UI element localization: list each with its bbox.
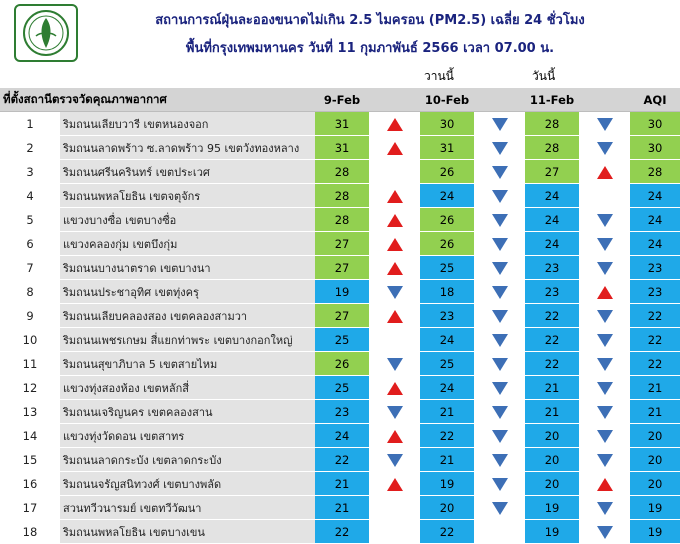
trend-arrow-day2 <box>474 136 525 160</box>
trend-arrow-day2 <box>474 328 525 352</box>
station-number: 15 <box>0 448 60 472</box>
report-header <box>0 0 680 88</box>
arrow-down-icon <box>492 478 508 491</box>
value-day1: 25 <box>315 328 369 352</box>
value-day1: 27 <box>315 256 369 280</box>
trend-arrow-day3 <box>579 496 630 520</box>
value-day3: 20 <box>525 424 579 448</box>
table-row <box>0 280 680 304</box>
value-day2: 24 <box>420 376 474 400</box>
trend-arrow-day1 <box>369 208 420 232</box>
value-day2: 24 <box>420 184 474 208</box>
arrow-down-icon <box>597 262 613 275</box>
station-number: 14 <box>0 424 60 448</box>
arrow-up-icon <box>387 238 403 251</box>
table-row <box>0 400 680 424</box>
table-row <box>0 328 680 352</box>
trend-arrow-day2 <box>474 232 525 256</box>
trend-arrow-day3 <box>579 328 630 352</box>
station-location: แขวงบางซื่อ เขตบางซื่อ <box>60 208 315 232</box>
arrow-down-icon <box>492 454 508 467</box>
value-day2: 25 <box>420 352 474 376</box>
trend-arrow-day2 <box>474 184 525 208</box>
trend-arrow-day1 <box>369 496 420 520</box>
value-day3: 24 <box>525 208 579 232</box>
table-row <box>0 496 680 520</box>
table-row <box>0 472 680 496</box>
trend-arrow-day3 <box>579 160 630 184</box>
station-number: 16 <box>0 472 60 496</box>
arrow-up-icon <box>387 430 403 443</box>
station-location: ริมถนนลาดพร้าว ซ.ลาดพร้าว 95 เขตวังทองหลาง <box>60 136 315 160</box>
value-day1: 28 <box>315 208 369 232</box>
station-number: 9 <box>0 304 60 328</box>
station-location: ริมถนนจรัญสนิทวงศ์ เขตบางพลัด <box>60 472 315 496</box>
table-row <box>0 424 680 448</box>
value-day3: 22 <box>525 304 579 328</box>
trend-arrow-day2 <box>474 280 525 304</box>
arrow-down-icon <box>387 454 403 467</box>
arrow-down-icon <box>597 526 613 539</box>
report-title: สถานการณ์ฝุ่นละอองขนาดไม่เกิน 2.5 ไมครอน (PM2.5) เฉลี่ย 24 ชั่วโมง <box>155 13 585 28</box>
trend-arrow-day2 <box>474 376 525 400</box>
station-location: ริมถนนเลียบวารี เขตหนองจอก <box>60 112 315 136</box>
value-day2: 23 <box>420 304 474 328</box>
value-day2: 26 <box>420 160 474 184</box>
station-number: 17 <box>0 496 60 520</box>
trend-arrow-day3 <box>579 256 630 280</box>
value-day2: 22 <box>420 424 474 448</box>
station-number: 6 <box>0 232 60 256</box>
report-subtitle: พื้นที่กรุงเทพมหานคร วันที่ 11 กุมภาพันธ์ 2566 เวลา 07.00 น. <box>185 41 555 56</box>
arrow-down-icon <box>492 502 508 515</box>
trend-arrow-day1 <box>369 376 420 400</box>
value-day3: 28 <box>525 136 579 160</box>
value-day2: 26 <box>420 208 474 232</box>
trend-arrow-day3 <box>579 304 630 328</box>
value-day2: 21 <box>420 400 474 424</box>
header-day1: 9-Feb <box>315 88 369 112</box>
value-day1: 31 <box>315 136 369 160</box>
value-aqi: 30 <box>630 112 680 136</box>
arrow-down-icon <box>597 502 613 515</box>
value-day3: 19 <box>525 520 579 544</box>
value-day2: 30 <box>420 112 474 136</box>
station-number: 10 <box>0 328 60 352</box>
arrow-up-icon <box>597 478 613 491</box>
arrow-down-icon <box>597 118 613 131</box>
trend-arrow-day1 <box>369 280 420 304</box>
value-day2: 25 <box>420 256 474 280</box>
arrow-down-icon <box>597 406 613 419</box>
value-day2: 22 <box>420 520 474 544</box>
trend-arrow-day2 <box>474 472 525 496</box>
header-aqi: AQI <box>630 88 680 112</box>
table-header-row <box>0 88 680 112</box>
table-row <box>0 256 680 280</box>
arrow-down-icon <box>492 166 508 179</box>
value-aqi: 19 <box>630 520 680 544</box>
value-day3: 24 <box>525 232 579 256</box>
trend-arrow-day3 <box>579 136 630 160</box>
arrow-down-icon <box>492 406 508 419</box>
value-aqi: 22 <box>630 304 680 328</box>
header-day2: 10-Feb <box>420 88 474 112</box>
arrow-up-icon <box>597 166 613 179</box>
arrow-down-icon <box>492 358 508 371</box>
value-day1: 23 <box>315 400 369 424</box>
value-day2: 21 <box>420 448 474 472</box>
table-row <box>0 352 680 376</box>
value-day1: 27 <box>315 304 369 328</box>
arrow-down-icon <box>492 262 508 275</box>
trend-arrow-day3 <box>579 520 630 544</box>
value-aqi: 23 <box>630 280 680 304</box>
value-aqi: 20 <box>630 472 680 496</box>
arrow-down-icon <box>597 142 613 155</box>
arrow-down-icon <box>492 310 508 323</box>
trend-arrow-day3 <box>579 352 630 376</box>
trend-arrow-day2 <box>474 160 525 184</box>
trend-arrow-day2 <box>474 304 525 328</box>
arrow-down-icon <box>492 430 508 443</box>
arrow-up-icon <box>387 214 403 227</box>
value-aqi: 20 <box>630 448 680 472</box>
trend-arrow-day2 <box>474 400 525 424</box>
value-day3: 28 <box>525 112 579 136</box>
station-number: 1 <box>0 112 60 136</box>
station-number: 11 <box>0 352 60 376</box>
trend-arrow-day3 <box>579 280 630 304</box>
trend-arrow-day1 <box>369 448 420 472</box>
trend-arrow-day1 <box>369 424 420 448</box>
value-aqi: 24 <box>630 208 680 232</box>
station-location: ริมถนนเจริญนคร เขตคลองสาน <box>60 400 315 424</box>
value-day3: 22 <box>525 352 579 376</box>
trend-arrow-day1 <box>369 328 420 352</box>
arrow-down-icon <box>597 238 613 251</box>
arrow-down-icon <box>387 358 403 371</box>
arrow-down-icon <box>597 310 613 323</box>
table-row <box>0 232 680 256</box>
station-location: ริมถนนประชาอุทิศ เขตทุ่งครุ <box>60 280 315 304</box>
trend-arrow-day2 <box>474 520 525 544</box>
trend-arrow-day3 <box>579 208 630 232</box>
value-aqi: 22 <box>630 328 680 352</box>
arrow-down-icon <box>492 142 508 155</box>
trend-arrow-day1 <box>369 352 420 376</box>
table-row <box>0 448 680 472</box>
value-aqi: 19 <box>630 496 680 520</box>
value-day1: 26 <box>315 352 369 376</box>
station-number: 4 <box>0 184 60 208</box>
value-day1: 28 <box>315 184 369 208</box>
trend-arrow-day3 <box>579 400 630 424</box>
table-row <box>0 160 680 184</box>
trend-arrow-day2 <box>474 208 525 232</box>
value-day3: 21 <box>525 400 579 424</box>
value-day3: 22 <box>525 328 579 352</box>
value-day1: 21 <box>315 472 369 496</box>
trend-arrow-day1 <box>369 520 420 544</box>
arrow-up-icon <box>387 118 403 131</box>
station-location: แขวงทุ่งสองห้อง เขตหลักสี่ <box>60 376 315 400</box>
trend-arrow-day1 <box>369 400 420 424</box>
value-day2: 19 <box>420 472 474 496</box>
arrow-up-icon <box>387 190 403 203</box>
value-day3: 20 <box>525 448 579 472</box>
value-day2: 20 <box>420 496 474 520</box>
today-label: วันนี้ <box>532 69 556 83</box>
yesterday-label: วานนี้ <box>424 69 454 83</box>
trend-arrow-day3 <box>579 448 630 472</box>
trend-arrow-day1 <box>369 472 420 496</box>
value-aqi: 21 <box>630 400 680 424</box>
trend-arrow-day3 <box>579 232 630 256</box>
trend-arrow-day2 <box>474 352 525 376</box>
value-day3: 27 <box>525 160 579 184</box>
value-day1: 22 <box>315 448 369 472</box>
value-day1: 31 <box>315 112 369 136</box>
arrow-down-icon <box>492 118 508 131</box>
pm25-table <box>0 88 680 544</box>
table-row <box>0 304 680 328</box>
arrow-up-icon <box>387 142 403 155</box>
value-day2: 31 <box>420 136 474 160</box>
value-aqi: 23 <box>630 256 680 280</box>
value-aqi: 20 <box>630 424 680 448</box>
arrow-down-icon <box>597 334 613 347</box>
trend-arrow-day1 <box>369 256 420 280</box>
table-row <box>0 136 680 160</box>
station-number: 5 <box>0 208 60 232</box>
station-location: ริมถนนพหลโยธิน เขตบางเขน <box>60 520 315 544</box>
value-aqi: 21 <box>630 376 680 400</box>
station-location: ริมถนนลาดกระบัง เขตลาดกระบัง <box>60 448 315 472</box>
trend-arrow-day1 <box>369 112 420 136</box>
table-row <box>0 520 680 544</box>
trend-arrow-day1 <box>369 136 420 160</box>
arrow-down-icon <box>597 358 613 371</box>
value-day1: 28 <box>315 160 369 184</box>
arrow-down-icon <box>492 286 508 299</box>
trend-arrow-day3 <box>579 112 630 136</box>
value-day2: 26 <box>420 232 474 256</box>
arrow-down-icon <box>597 430 613 443</box>
arrow-down-icon <box>492 334 508 347</box>
station-location: ริมถนนพหลโยธิน เขตจตุจักร <box>60 184 315 208</box>
trend-arrow-day1 <box>369 184 420 208</box>
value-day3: 20 <box>525 472 579 496</box>
table-row <box>0 208 680 232</box>
station-location: ริมถนนเลียบคลองสอง เขตคลองสามวา <box>60 304 315 328</box>
table-row <box>0 184 680 208</box>
station-number: 7 <box>0 256 60 280</box>
value-day1: 21 <box>315 496 369 520</box>
value-day3: 24 <box>525 184 579 208</box>
table-body <box>0 112 680 544</box>
value-aqi: 28 <box>630 160 680 184</box>
arrow-down-icon <box>492 238 508 251</box>
station-number: 13 <box>0 400 60 424</box>
value-day1: 24 <box>315 424 369 448</box>
arrow-down-icon <box>492 214 508 227</box>
arrow-up-icon <box>387 262 403 275</box>
value-aqi: 24 <box>630 184 680 208</box>
station-location: ริมถนนสุขาภิบาล 5 เขตสายไหม <box>60 352 315 376</box>
arrow-down-icon <box>387 286 403 299</box>
value-day3: 23 <box>525 280 579 304</box>
bangkok-seal-icon <box>14 4 78 62</box>
trend-arrow-day2 <box>474 256 525 280</box>
arrow-down-icon <box>492 190 508 203</box>
station-location: ริมถนนบางนาตราด เขตบางนา <box>60 256 315 280</box>
trend-arrow-day2 <box>474 112 525 136</box>
trend-arrow-day1 <box>369 160 420 184</box>
value-day3: 19 <box>525 496 579 520</box>
arrow-down-icon <box>597 382 613 395</box>
arrow-down-icon <box>387 406 403 419</box>
value-day2: 18 <box>420 280 474 304</box>
arrow-down-icon <box>492 382 508 395</box>
trend-arrow-day3 <box>579 472 630 496</box>
trend-arrow-day2 <box>474 496 525 520</box>
value-aqi: 24 <box>630 232 680 256</box>
arrow-down-icon <box>597 454 613 467</box>
header-day3: 11-Feb <box>525 88 579 112</box>
value-day2: 24 <box>420 328 474 352</box>
station-location: แขวงคลองกุ่ม เขตบึงกุ่ม <box>60 232 315 256</box>
arrow-up-icon <box>387 478 403 491</box>
trend-arrow-day3 <box>579 424 630 448</box>
trend-arrow-day3 <box>579 184 630 208</box>
table-row <box>0 376 680 400</box>
value-day3: 21 <box>525 376 579 400</box>
station-location: ริมถนนศรีนครินทร์ เขตประเวศ <box>60 160 315 184</box>
station-location: แขวงทุ่งวัดดอน เขตสาทร <box>60 424 315 448</box>
station-number: 12 <box>0 376 60 400</box>
station-number: 3 <box>0 160 60 184</box>
trend-arrow-day2 <box>474 448 525 472</box>
value-day1: 25 <box>315 376 369 400</box>
trend-arrow-day2 <box>474 424 525 448</box>
station-number: 18 <box>0 520 60 544</box>
station-location: ริมถนนเพชรเกษม สี่แยกท่าพระ เขตบางกอกใหญ่ <box>60 328 315 352</box>
trend-arrow-day1 <box>369 304 420 328</box>
table-row <box>0 112 680 136</box>
value-day1: 19 <box>315 280 369 304</box>
arrow-down-icon <box>597 214 613 227</box>
header-location: ที่ตั้งสถานีตรวจวัดคุณภาพอากาศ <box>0 88 315 112</box>
arrow-up-icon <box>597 286 613 299</box>
value-day1: 22 <box>315 520 369 544</box>
value-day3: 23 <box>525 256 579 280</box>
arrow-up-icon <box>387 382 403 395</box>
value-aqi: 30 <box>630 136 680 160</box>
trend-arrow-day1 <box>369 232 420 256</box>
arrow-up-icon <box>387 310 403 323</box>
station-number: 2 <box>0 136 60 160</box>
value-aqi: 22 <box>630 352 680 376</box>
value-day1: 27 <box>315 232 369 256</box>
station-location: สวนทวีวนารมย์ เขตทวีวัฒนา <box>60 496 315 520</box>
station-number: 8 <box>0 280 60 304</box>
trend-arrow-day3 <box>579 376 630 400</box>
